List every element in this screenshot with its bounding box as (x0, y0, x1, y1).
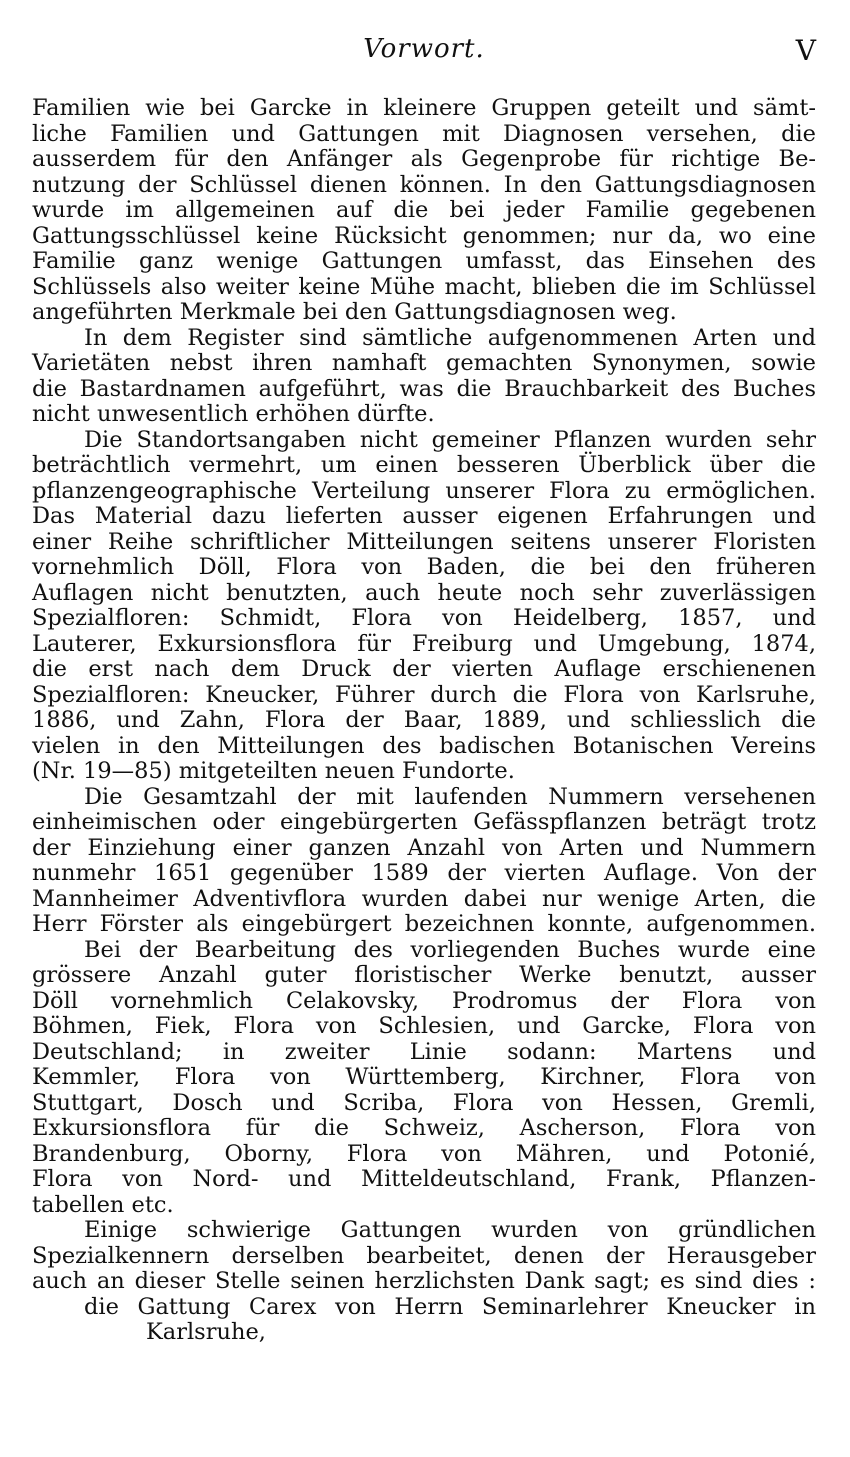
text-line: nunmehr 1651 gegenüber 1589 der vierten Auflage. Von der (32, 860, 816, 886)
text-line: die Bastardnamen aufgeführt, was die Brauchbarkeit des Buches (32, 375, 816, 402)
text-line: nicht unwesentlich erhöhen dürfte. (32, 401, 435, 427)
text-line: Böhmen, Fiek, Flora von Schlesien, und Garcke, Flora von (32, 1013, 816, 1039)
page-header (32, 34, 816, 70)
text-line: Familien wie bei Garcke in kleinere Gruppen geteilt und sämt- (32, 95, 816, 121)
text-line: Stuttgart, Dosch und Scriba, Flora von Hessen, Gremli, (32, 1089, 816, 1116)
text-line: Einige schwierige Gattungen wurden von gründlichen (84, 1217, 816, 1243)
text-line: Bei der Bearbeitung des vorliegenden Buches wurde eine (84, 936, 816, 963)
text-line: Exkursionsflora für die Schweiz, Ascherson, Flora von (32, 1115, 816, 1141)
text-line: Die Standortsangaben nicht gemeiner Pflanzen wurden sehr (84, 426, 816, 453)
text-line: beträchtlich vermehrt, um einen besseren Überblick über die (32, 452, 816, 478)
text-line: vornehmlich Döll, Flora von Baden, die bei den früheren (32, 554, 816, 580)
running-title: Vorwort. (363, 34, 485, 64)
text-line: auch an dieser Stelle seinen herzlichsten Dank sagt; es sind dies : (32, 1268, 816, 1294)
text-line: Die Gesamtzahl der mit laufenden Nummern versehenen (84, 783, 816, 810)
text-line: nutzung der Schlüssel dienen können. In den Gattungsdiagnosen (32, 171, 816, 198)
text-line: die Gattung Carex von Herrn Seminarlehrer Kneucker in (84, 1293, 816, 1320)
text-line: vielen in den Mitteilungen des badischen Botanischen Vereins (32, 732, 816, 759)
text-line: Auflagen nicht benutzten, auch heute noch sehr zuverlässigen (32, 579, 816, 606)
text-line: Schlüssels also weiter keine Mühe macht, blieben die im Schlüssel (32, 273, 816, 300)
text-line: In dem Register sind sämtliche aufgenommenen Arten und (84, 324, 816, 351)
text-line: einheimischen oder eingebürgerten Gefässpflanzen beträgt trotz (32, 809, 816, 835)
text-line: (Nr. 19—85) mitgeteilten neuen Fundorte. (32, 758, 515, 784)
text-line: die erst nach dem Druck der vierten Auflage erschienenen (32, 656, 816, 682)
text-line: Gattungsschlüssel keine Rücksicht genommen; nur da, wo eine (32, 222, 816, 249)
text-line: Brandenburg, Oborny, Flora von Mähren, und Potonié, (32, 1140, 816, 1167)
text-line: Spezialfloren: Kneucker, Führer durch die Flora von Karlsruhe, (32, 681, 816, 708)
text-line: grössere Anzahl guter floristischer Werke benutzt, ausser (32, 962, 816, 988)
text-line: Herr Förster als eingebürgert bezeichnen konnte, aufgenommen. (32, 911, 816, 937)
text-line: wurde im allgemeinen auf die bei jeder Familie gegebenen (32, 197, 816, 223)
text-line: tabellen etc. (32, 1191, 174, 1218)
text-line: Spezialfloren: Schmidt, Flora von Heidelberg, 1857, und (32, 605, 816, 631)
text-line: 1886, und Zahn, Flora der Baar, 1889, und schliesslich die (32, 707, 816, 733)
text-line: pflanzengeographische Verteilung unserer Flora zu ermöglichen. (32, 477, 816, 504)
body-text (32, 96, 816, 1346)
text-line: Varietäten nebst ihren namhaft gemachten Synonymen, sowie (32, 350, 816, 376)
text-line: Deutschland; in zweiter Linie sodann: Martens und (32, 1038, 816, 1065)
text-line: Döll vornehmlich Celakovsky, Prodromus der Flora von (32, 987, 816, 1014)
text-line: Familie ganz wenige Gattungen umfasst, das Einsehen des (32, 248, 816, 274)
text-line: Karlsruhe, (146, 1319, 266, 1345)
text-line: angeführten Merkmale bei den Gattungsdiagnosen weg. (32, 299, 677, 325)
text-line: Kemmler, Flora von Württemberg, Kirchner, Flora von (32, 1064, 816, 1090)
text-line: Flora von Nord- und Mitteldeutschland, Frank, Pflanzen- (32, 1166, 816, 1192)
text-line: Das Material dazu lieferten ausser eigenen Erfahrungen und (32, 503, 816, 529)
text-line: Mannheimer Adventivflora wurden dabei nur wenige Arten, die (32, 885, 816, 912)
text-line: der Einziehung einer ganzen Anzahl von Arten und Nummern (32, 834, 816, 861)
text-line: einer Reihe schriftlicher Mitteilungen seitens unserer Floristen (32, 528, 816, 555)
text-line: Spezialkennern derselben bearbeitet, denen der Herausgeber (32, 1242, 816, 1269)
text-line: liche Familien und Gattungen mit Diagnosen versehen, die (32, 120, 816, 147)
text-line: Lauterer, Exkursionsflora für Freiburg und Umgebung, 1874, (32, 630, 816, 657)
text-line: ausserdem für den Anfänger als Gegenprobe für richtige Be- (32, 146, 816, 172)
page-number: V (795, 34, 816, 67)
